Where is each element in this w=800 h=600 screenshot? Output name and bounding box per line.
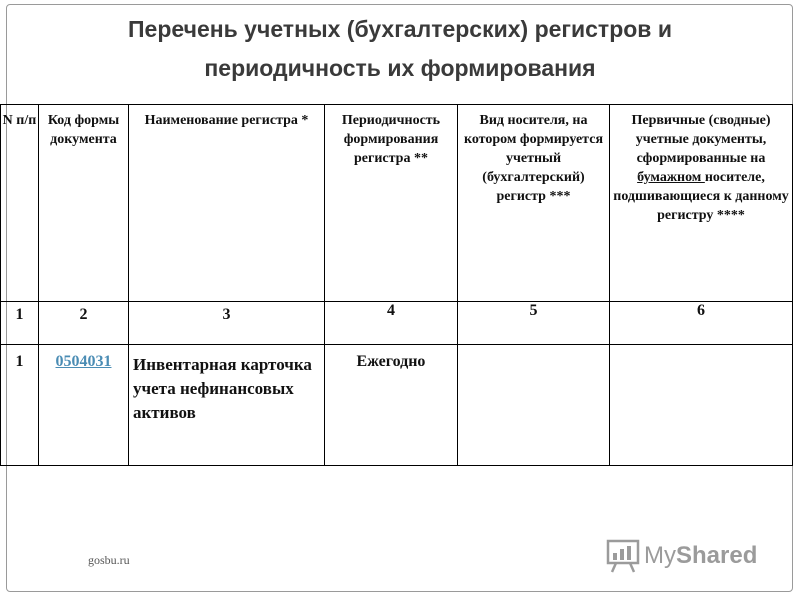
header-primary-docs-part2: носителе, подшивающиеся к данному регистру ****	[613, 170, 789, 223]
header-primary-docs-part1: Первичные (сводные) учетные документы, сформированные на	[631, 113, 771, 166]
slide-title	[0, 10, 800, 88]
watermark-logo	[606, 536, 757, 576]
header-periodicity: Периодичность формирования регистра **	[325, 105, 458, 302]
column-number: 6	[610, 302, 793, 345]
row-medium	[458, 345, 610, 466]
presentation-board-icon	[606, 538, 640, 574]
column-number: 2	[39, 302, 129, 345]
header-form-code: Код формы документа	[39, 105, 129, 302]
column-number: 5	[458, 302, 610, 345]
column-number-row	[1, 302, 793, 345]
header-number: N п/п	[1, 105, 39, 302]
row-periodicity: Ежегодно	[325, 345, 458, 466]
column-number: 1	[1, 302, 39, 345]
form-code-link[interactable]: 0504031	[55, 353, 112, 370]
table-row	[1, 345, 793, 466]
header-medium: Вид носителя, на котором формируется учетный (бухгалтерский) регистр ***	[458, 105, 610, 302]
title-line-2: периодичность их формирования	[204, 55, 596, 81]
watermark-text: MyShared	[644, 542, 758, 569]
header-primary-docs	[610, 105, 793, 302]
header-primary-docs-underlined: бумажном	[637, 170, 705, 185]
header-row	[1, 105, 793, 302]
registers-table	[0, 104, 793, 466]
row-primary-docs	[610, 345, 793, 466]
row-number: 1	[1, 345, 39, 466]
column-number: 3	[129, 302, 325, 345]
header-register-name: Наименование регистра *	[129, 105, 325, 302]
row-register-name: Инвентарная карточка учета нефинансовых активов	[129, 345, 325, 466]
column-number: 4	[325, 302, 458, 345]
row-form-code	[39, 345, 129, 466]
title-line-1: Перечень учетных (бухгалтерских) регистров и	[128, 16, 672, 42]
source-label: gosbu.ru	[88, 553, 130, 567]
